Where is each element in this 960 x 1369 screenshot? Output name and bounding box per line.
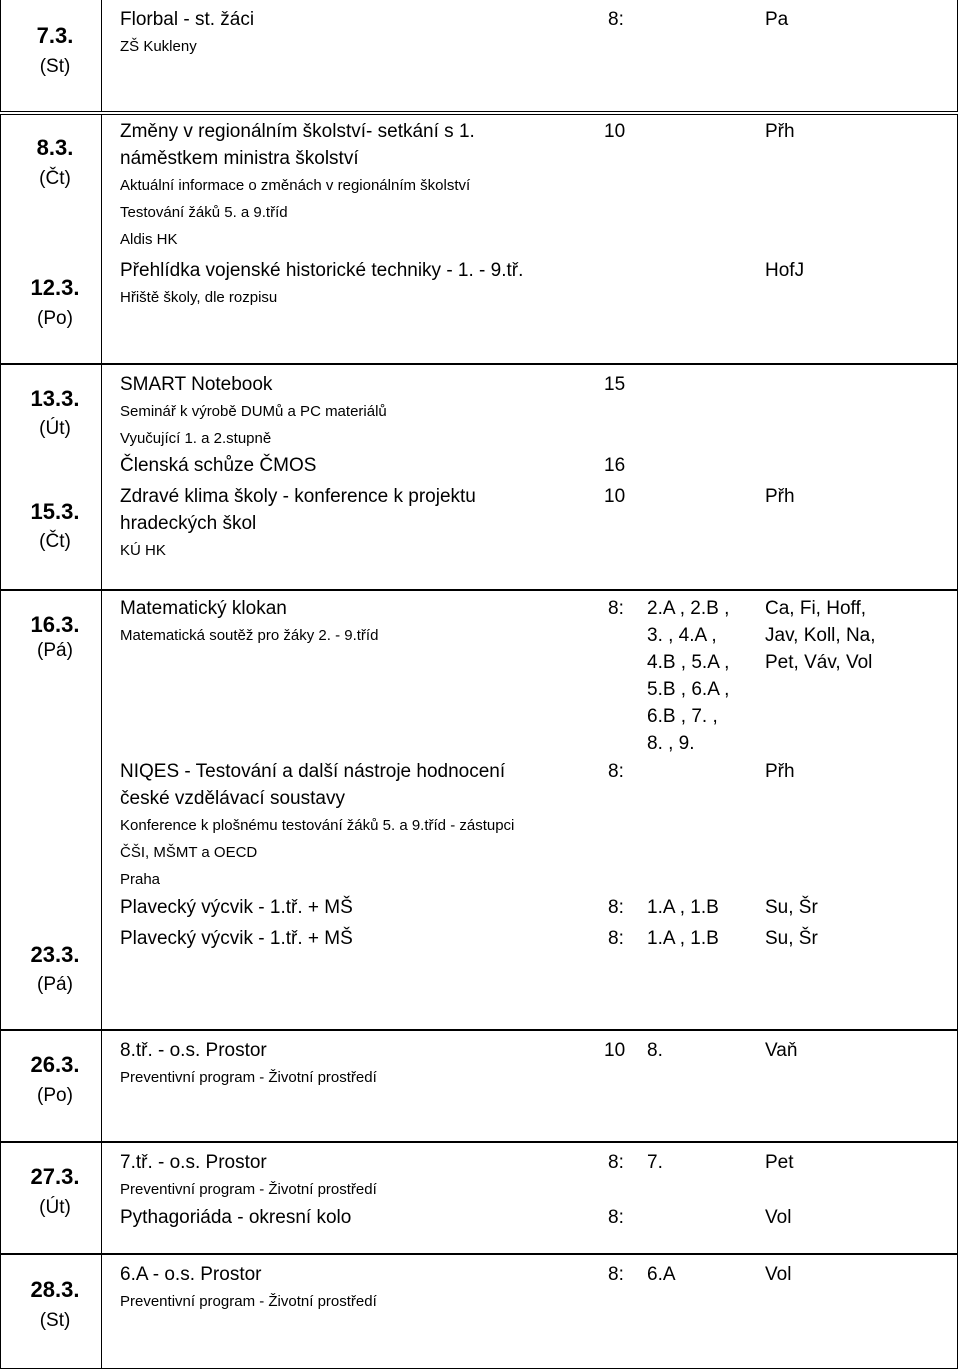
event-detail: Aldis HK <box>120 231 178 248</box>
event-detail: ZŠ Kukleny <box>120 38 197 55</box>
day-cell <box>8 1143 102 1253</box>
event-detail: Vyučující 1. a 2.stupně <box>120 430 272 447</box>
event-time: 15 <box>604 374 626 395</box>
day-cell <box>8 1255 102 1368</box>
event-time: 8: <box>608 1207 624 1228</box>
event-detail: Hřiště školy, dle rozpisu <box>120 289 278 306</box>
week-block-1 <box>0 0 958 112</box>
event-title: náměstkem ministra školství <box>120 148 359 169</box>
event-time: 8: <box>608 9 624 30</box>
day-of-week: (Pá) <box>37 974 73 995</box>
event-detail: Testování žáků 5. a 9.tříd <box>120 204 288 221</box>
day-of-week: (Po) <box>37 1085 73 1106</box>
event-time: 8: <box>608 598 624 619</box>
event-classes: 1.A , 1.B <box>647 897 719 918</box>
day-of-week: (Čt) <box>39 168 71 189</box>
event-detail: Preventivní program - Životní prostředí <box>120 1069 377 1086</box>
event-title: 6.A - o.s. Prostor <box>120 1264 262 1285</box>
event-time: 16 <box>604 455 626 476</box>
week-block-6 <box>0 1142 958 1254</box>
day-date: 28.3. <box>30 1277 80 1302</box>
week-block-3 <box>0 364 958 590</box>
event-responsible: Pet <box>765 1152 794 1173</box>
day-cell <box>8 591 102 1029</box>
event-responsible: HofJ <box>765 260 805 281</box>
event-title: Členská schůze ČMOS <box>120 455 317 476</box>
event-time: 8: <box>608 1264 624 1285</box>
event-detail: Seminář k výrobě DUMů a PC materiálů <box>120 403 387 420</box>
event-responsible: Su, Šr <box>765 928 818 949</box>
event-responsible: Přh <box>765 486 795 507</box>
day-cell <box>8 0 102 111</box>
event-responsible: Pet, Váv, Vol <box>765 652 873 673</box>
event-responsible: Pa <box>765 9 789 30</box>
event-classes: 1.A , 1.B <box>647 928 719 949</box>
event-title: Zdravé klima školy - konference k projektu <box>120 486 476 507</box>
event-title: NIQES - Testování a další nástroje hodnocení <box>120 761 506 782</box>
event-title: Matematický klokan <box>120 598 287 619</box>
event-time: 10 <box>604 486 626 507</box>
event-classes: 8. <box>647 1040 663 1061</box>
event-detail: Matematická soutěž pro žáky 2. - 9.tříd <box>120 627 379 644</box>
day-date: 23.3. <box>30 942 80 967</box>
week-block-7 <box>0 1254 958 1369</box>
day-of-week: (Út) <box>39 1197 71 1218</box>
event-title: Plavecký výcvik - 1.tř. + MŠ <box>120 928 353 949</box>
event-title: Plavecký výcvik - 1.tř. + MŠ <box>120 897 353 918</box>
day-of-week: (Po) <box>37 308 73 329</box>
event-title: 7.tř. - o.s. Prostor <box>120 1152 267 1173</box>
week-block-5 <box>0 1030 958 1142</box>
event-responsible: Přh <box>765 121 795 142</box>
day-cell <box>8 1031 102 1141</box>
event-responsible: Ca, Fi, Hoff, <box>765 598 867 619</box>
event-title: SMART Notebook <box>120 374 273 395</box>
event-detail: Konference k plošnému testování žáků 5. a 9.tříd - zástupci <box>120 817 515 834</box>
event-time: 8: <box>608 761 624 782</box>
event-classes: 7. <box>647 1152 663 1173</box>
day-date: 13.3. <box>30 386 80 411</box>
day-cell <box>8 365 102 589</box>
event-time: 10 <box>604 121 626 142</box>
day-date: 12.3. <box>30 275 80 300</box>
event-responsible: Přh <box>765 761 795 782</box>
event-detail: Aktuální informace o změnách v regionálním školství <box>120 177 471 194</box>
day-of-week: (Čt) <box>39 531 71 552</box>
event-time: 8: <box>608 1152 624 1173</box>
event-responsible: Vaň <box>765 1040 798 1061</box>
event-classes: 5.B , 6.A , <box>647 679 730 700</box>
event-detail: KÚ HK <box>120 542 166 559</box>
event-title: 8.tř. - o.s. Prostor <box>120 1040 267 1061</box>
event-responsible: Jav, Koll, Na, <box>765 625 876 646</box>
event-responsible: Vol <box>765 1264 792 1285</box>
event-detail: Praha <box>120 871 161 888</box>
event-title: Florbal - st. žáci <box>120 9 255 30</box>
day-date: 16.3. <box>30 612 80 637</box>
week-block-4 <box>0 590 958 1030</box>
event-title: Změny v regionálním školství- setkání s 1. <box>120 121 475 142</box>
day-date: 8.3. <box>36 135 74 160</box>
event-detail: ČŠI, MŠMT a OECD <box>120 844 258 861</box>
day-of-week: (St) <box>39 1310 71 1331</box>
day-of-week: (Pá) <box>37 640 73 661</box>
event-time: 8: <box>608 928 624 949</box>
event-detail: Preventivní program - Životní prostředí <box>120 1181 377 1198</box>
event-time: 8: <box>608 897 624 918</box>
event-detail: Preventivní program - Životní prostředí <box>120 1293 377 1310</box>
event-classes: 6.B , 7. , <box>647 706 718 727</box>
event-classes: 4.B , 5.A , <box>647 652 730 673</box>
event-responsible: Vol <box>765 1207 792 1228</box>
day-date: 26.3. <box>30 1052 80 1077</box>
event-title: Pythagoriáda - okresní kolo <box>120 1207 352 1228</box>
event-title: hradeckých škol <box>120 513 257 534</box>
event-responsible: Su, Šr <box>765 897 818 918</box>
event-classes: 2.A , 2.B , <box>647 598 730 619</box>
event-title: Přehlídka vojenské historické techniky - 1. - 9.tř. <box>120 260 524 281</box>
day-of-week: (Út) <box>39 418 71 439</box>
week-block-2 <box>0 114 958 364</box>
day-date: 15.3. <box>30 499 80 524</box>
event-classes: 8. , 9. <box>647 733 695 754</box>
day-date: 7.3. <box>36 23 74 48</box>
event-title: české vzdělávací soustavy <box>120 788 345 809</box>
event-time: 10 <box>604 1040 626 1061</box>
event-classes: 3. , 4.A , <box>647 625 717 646</box>
day-date: 27.3. <box>30 1164 80 1189</box>
event-classes: 6.A <box>647 1264 676 1285</box>
day-of-week: (St) <box>39 56 71 77</box>
day-cell <box>8 115 102 363</box>
